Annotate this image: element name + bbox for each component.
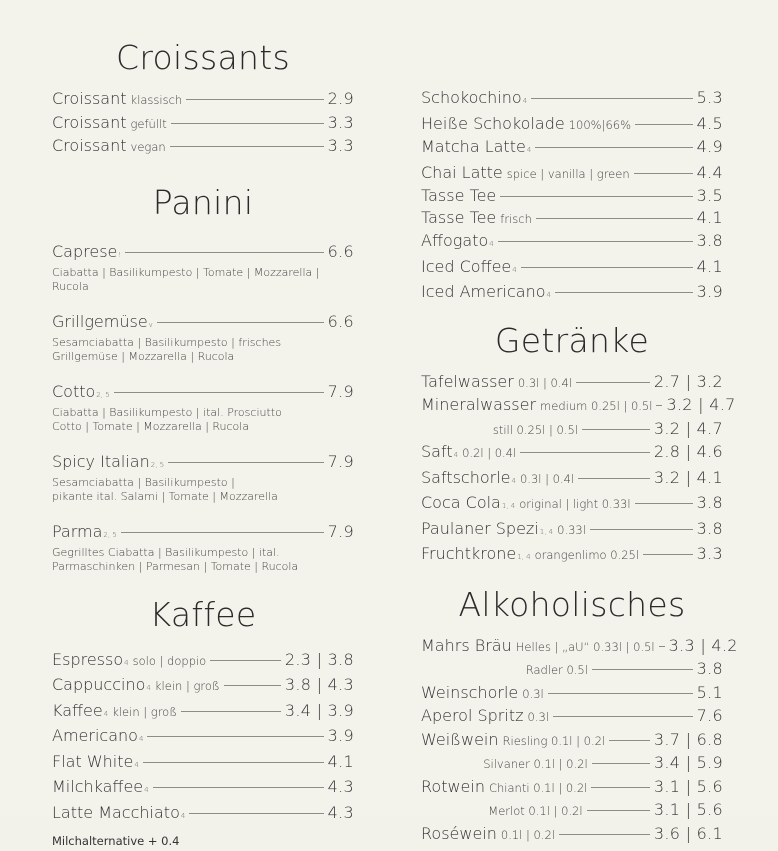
allergen-mark: 4 [180,811,186,820]
item-variant: original | light 0.33l [519,497,631,511]
menu-item [421,185,723,207]
item-name: Croissant [52,112,127,132]
menu-item [421,207,723,231]
item-variant: orangenlimo 0.25l [534,548,640,562]
item-price: 7.9 [327,521,354,541]
leader-line [591,787,649,788]
item-name: Rotwein [421,776,485,796]
item-name: Iced Coffee [421,256,512,276]
item-variant: 0.2l | 0.4l [462,446,517,460]
item-price: 3.1 | 5.6 [653,776,723,796]
leader-line [143,762,324,763]
menu-item [421,87,723,113]
item-name: Flat White [52,751,134,771]
allergen-mark: 4 [146,684,151,692]
allergen-mark: 4 [103,709,109,718]
leader-line [609,740,650,741]
allergen-mark: 1, 4 [501,502,516,510]
panino-row [52,241,354,266]
item-price: 4.5 [696,113,723,133]
item-name: Weinschorle [421,682,519,702]
item-name: Paulaner Spezi [421,518,539,538]
item-price: 2.8 | 4.6 [653,442,723,461]
item-price: 7.9 [327,451,354,471]
item-name: Matcha Latte [421,137,526,156]
item-price: 3.8 [696,659,723,678]
item-price: 5.1 [696,682,723,702]
item-price: 3.2 | 4.1 [653,467,723,487]
item-variant: klein | groß [154,679,220,693]
menu-item [421,394,736,418]
allergen-mark: 2, 5 [103,530,117,539]
allergen-mark: 4 [138,735,144,743]
leader-line [635,503,693,504]
item-price: 3.4 | 3.9 [284,700,354,720]
menu-item [421,441,723,467]
item-variant: spice | vanilla | green [506,166,630,181]
item-name: Mahrs Bräu [421,635,512,655]
item-price: 7.6 [696,706,723,725]
item-description: Sesamciabatta | Basilikumpesto | [52,475,235,489]
menu-item [421,418,723,442]
leader-line [590,529,693,530]
item-variant: medium 0.25l | 0.5l [540,399,653,413]
item-price: 4.3 [327,802,354,822]
item-name: Iced Americano [421,282,546,301]
item-variant: 0.3l | 0.4l [517,375,572,390]
section-title-panini: Panini [152,182,254,222]
item-description: pikante ital. Salami | Tomate | Mozzarella [52,490,278,503]
menu-item-panino [52,311,354,365]
menu-item [421,776,723,800]
item-name: Cotto [52,381,96,401]
leader-line [157,322,324,323]
item-name: Parma [52,521,103,541]
item-name: Spicy Italian [52,451,150,471]
menu-item [52,674,354,700]
allergen-mark: 4 [522,97,528,105]
section-title-getraenke: Getränke [494,320,650,360]
menu-item [421,162,723,186]
item-description: Rucola [52,280,89,293]
menu-item [421,492,723,518]
leader-line [582,429,650,430]
item-variant: Radler 0.5l [525,663,588,677]
menu-item [52,135,354,159]
item-price: 3.3 [327,112,354,132]
leader-line [189,813,323,814]
leader-line [634,173,693,174]
item-name: Caprese [52,241,118,261]
menu-item [421,371,723,395]
section-title-alkoholisches: Alkoholisches [458,584,686,624]
item-price: 3.9 [327,726,354,745]
leader-line [548,693,693,694]
panini-list [52,241,354,575]
leader-line [578,478,650,479]
item-price: 5.3 [696,88,723,107]
leader-line [555,292,693,293]
leader-line [520,452,650,453]
leader-line [186,99,323,100]
leader-line [643,554,693,555]
menu-item [421,256,723,282]
allergen-mark: 4 [526,146,532,154]
leader-line [535,147,692,148]
leader-line [592,669,693,670]
item-name: Aperol Spritz [421,706,524,725]
item-price: 3.3 [327,136,354,155]
item-price: 7.9 [327,381,354,401]
item-price: 4.1 [327,751,354,771]
leader-line [592,763,650,764]
item-variant: vegan [130,140,166,154]
item-description: Gegrilltes Ciabatta | Basilikumpesto | ital. [52,545,280,559]
leader-line [181,711,281,712]
warm-drinks-list [421,87,723,307]
leader-line [553,716,693,717]
menu-item [421,682,723,706]
item-name: Espresso [52,649,124,669]
item-price: 3.2 | 4.7 [666,395,736,414]
item-name: Kaffee [52,700,103,720]
item-price: 3.7 | 6.8 [653,729,723,749]
item-price: 3.8 [696,493,723,512]
leader-line [635,124,693,125]
item-variant: solo | doppio [132,653,207,668]
menu-item [421,799,723,823]
allergen-mark: 2, 5 [150,460,165,469]
item-name: Roséwein [421,823,497,843]
item-price: 3.5 [696,186,723,205]
menu-item [421,635,738,659]
kaffee-list [52,649,354,828]
item-variant: 100%|66% [568,117,631,132]
item-name: Tasse Tee [421,186,497,205]
menu-item [52,112,354,136]
menu-item [421,113,723,137]
allergen-mark: 2, 5 [96,390,110,399]
leader-line [147,736,323,737]
menu-item [421,518,723,544]
item-variant: 0.33l [557,522,586,537]
menu-item-panino [52,241,354,295]
allergen-mark: 4 [512,265,517,274]
menu-item [421,543,723,569]
item-name: Americano [52,726,138,745]
allergen-mark: 1, 4 [517,553,531,561]
item-price: 2.7 | 3.2 [653,371,723,391]
croissants-list [52,88,354,159]
item-variant: 0.1l | 0.2l [500,827,556,842]
allergen-mark: 4 [489,240,494,248]
item-name: Milchkaffee [52,777,144,796]
allergen-mark: 4 [453,451,459,459]
item-price: 3.8 | 4.3 [284,675,354,694]
item-variant: klassisch [130,93,183,107]
item-variant: 0.3l [527,710,549,724]
item-variant: 0.3l | 0.4l [519,471,575,486]
alkohol-list [421,635,738,847]
item-name: Grillgemüse [52,311,148,331]
leader-line [210,660,281,661]
item-name: Croissant [52,89,127,108]
item-name: Heiße Schokolade [421,113,565,133]
item-variant: 0.3l [522,686,544,701]
item-name: Chai Latte [421,162,503,182]
allergen-mark: 4 [546,291,551,299]
item-price: 3.2 | 4.7 [653,418,723,438]
item-price: 3.4 | 5.9 [653,753,724,772]
item-price: 6.6 [327,241,354,261]
menu-item-panino [52,451,354,505]
left-column [52,0,354,851]
item-variant: Merlot 0.1l | 0.2l [488,804,583,818]
menu-item [421,136,723,162]
allergen-mark: 4 [144,786,149,794]
menu-item [52,776,354,802]
menu-item [52,725,354,751]
item-name: Schokochino [421,88,522,107]
allergen-mark: 4 [124,658,129,667]
leader-line [536,218,693,219]
leader-line [587,810,650,811]
item-variant: Helles | „aU“ 0.33l | 0.5l [515,639,655,654]
item-variant: frisch [500,211,532,226]
menu-item [52,700,354,726]
panino-row [52,521,354,546]
leader-line [125,252,323,253]
section-title-kaffee: Kaffee [149,594,257,634]
allergen-mark: ! [118,250,122,259]
item-price: 4.1 [696,256,723,276]
item-name: Affogato [421,231,489,250]
menu-item [52,751,354,777]
item-variant: Chianti 0.1l | 0.2l [488,780,588,795]
leader-line [531,98,692,99]
item-name: Saftschorle [421,467,511,487]
item-price: 4.9 [696,137,723,156]
leader-line [576,382,650,383]
item-name: Croissant [52,136,127,155]
item-variant: klein | groß [112,704,177,719]
milk-alternative-note: Milchalternative + 0.4 [52,834,180,848]
allergen-mark: 1, 4 [539,527,554,536]
item-description: Ciabatta | Basilikumpesto | Tomate | Mozzarella | [52,265,320,279]
item-price: 4.3 [327,777,354,796]
item-price: 3.8 [696,518,723,538]
item-name: Mineralwasser [421,395,537,414]
item-variant: still 0.25l | 0.5l [492,422,579,437]
panino-row [52,381,354,406]
menu-item [421,467,723,493]
item-variant: Riesling 0.1l | 0.2l [502,733,606,748]
menu-item [421,658,723,682]
leader-line [171,123,324,124]
menu-item [421,705,723,729]
allergen-mark: 4 [134,760,139,769]
leader-line [168,462,324,463]
menu-item [421,230,723,256]
item-variant: Silvaner 0.1l | 0.2l [483,757,588,771]
item-name: Weißwein [421,729,499,749]
item-price: 3.1 | 5.6 [653,800,723,819]
menu-item [421,823,723,847]
leader-line [498,241,693,242]
menu-item [52,802,354,828]
leader-line [656,405,662,406]
leader-line [121,532,324,533]
menu-item-panino [52,381,354,435]
item-price: 2.3 | 3.8 [284,649,354,669]
item-price: 3.6 | 6.1 [653,823,723,843]
item-price: 4.4 [696,162,723,182]
section-title-croissants: Croissants [116,38,290,77]
menu-item [52,649,354,675]
menu-item [52,88,354,112]
menu-item [421,729,723,753]
item-description: Parmaschinken | Parmesan | Tomate | Rucola [52,560,299,573]
item-price: 3.9 [696,282,723,301]
leader-line [659,646,665,647]
item-name: Tasse Tee [421,207,497,227]
item-name: Tafelwasser [421,371,514,391]
item-description: Grillgemüse | Mozzarella | Rucola [52,350,235,363]
item-price: 2.9 [327,89,354,108]
item-variant: gefüllt [130,116,167,131]
leader-line [114,392,324,393]
item-price: 3.8 [696,231,723,250]
item-price: 4.1 [696,207,723,227]
item-price: 6.6 [327,311,354,331]
leader-line [559,834,650,835]
allergen-mark: 4 [511,476,516,485]
item-name: Fruchtkrone [421,544,517,563]
item-name: Cappuccino [52,675,146,694]
leader-line [500,196,692,197]
item-description: Ciabatta | Basilikumpesto | ital. Prosciutto [52,405,282,419]
item-name: Coca Cola [421,493,501,512]
right-column [421,0,738,846]
menu-item [421,281,723,307]
leader-line [170,146,324,147]
item-price: 3.3 [696,544,723,563]
panino-row [52,311,354,336]
leader-line [224,685,281,686]
item-name: Latte Macchiato [52,802,180,822]
leader-line [521,267,693,268]
allergen-mark: v [148,320,153,329]
item-price: 3.3 | 4.2 [668,635,738,655]
item-name: Saft [421,442,453,461]
menu-item-panino [52,521,354,575]
item-description: Cotto | Tomate | Mozzarella | Rucola [52,420,250,433]
item-description: Sesamciabatta | Basilikumpesto | frisches [52,335,282,349]
menu-item [421,752,723,776]
getraenke-list [421,371,736,569]
panino-row [52,451,354,476]
leader-line [153,787,324,788]
